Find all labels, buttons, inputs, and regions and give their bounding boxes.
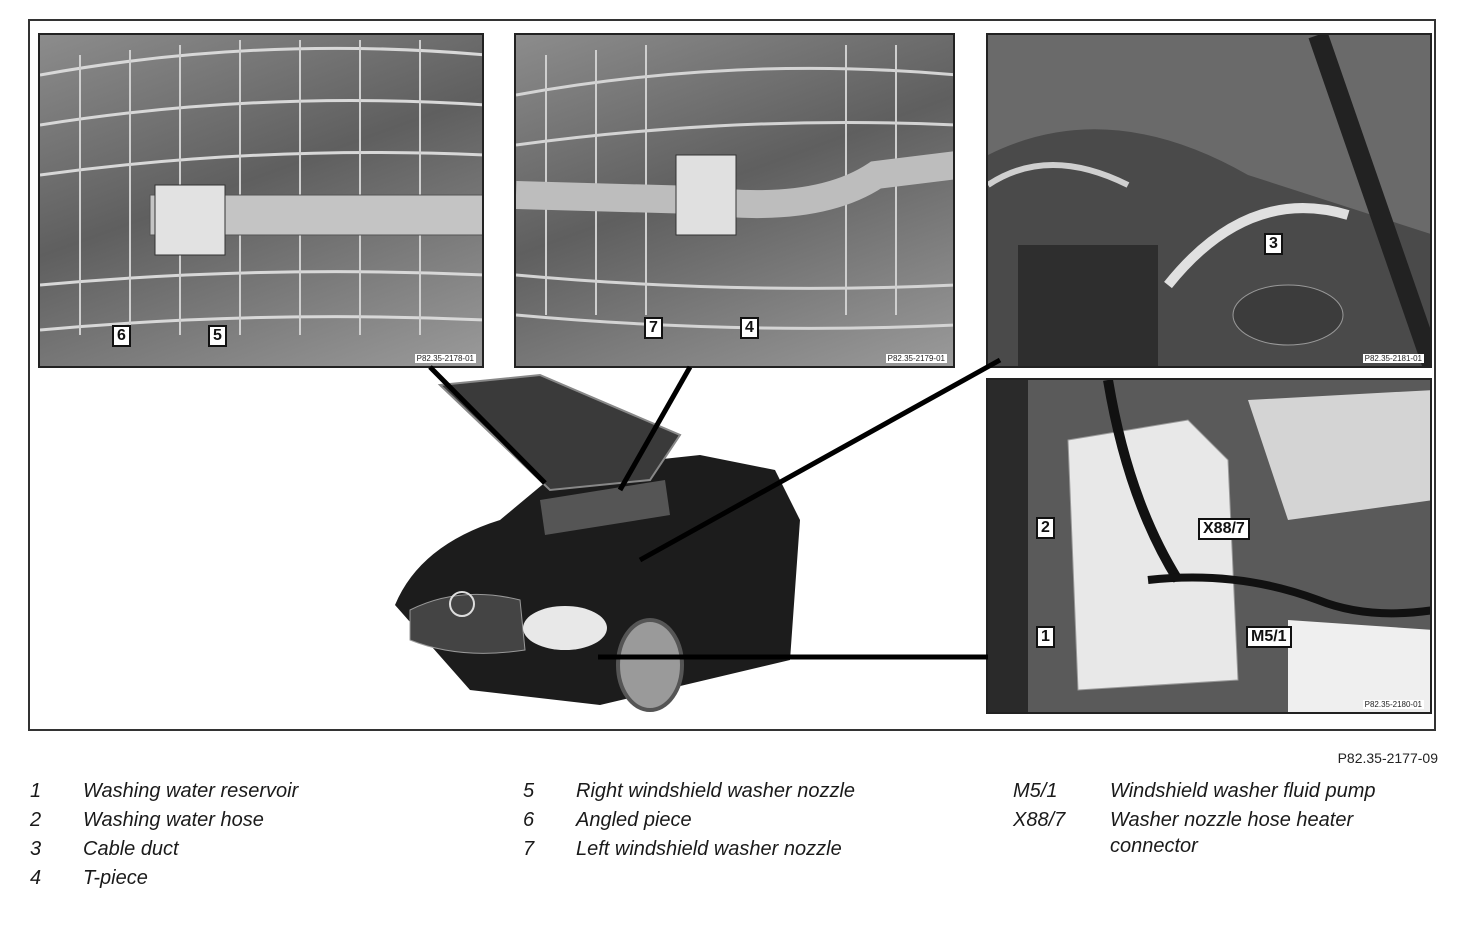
callout-3: 3	[1264, 233, 1283, 255]
photo-id-top-left: P82.35-2178-01	[416, 354, 474, 363]
legend-label: Windshield washer fluid pump	[1110, 780, 1376, 802]
callout-7: 7	[644, 317, 663, 339]
callout-x88-7: X88/7	[1198, 518, 1250, 540]
callout-5: 5	[208, 325, 227, 347]
legend-label: Washing water reservoir	[83, 780, 299, 802]
legend-number: X88/7	[1013, 809, 1066, 831]
legend-number: M5/1	[1013, 780, 1058, 802]
legend-number: 5	[523, 780, 535, 802]
callout-4: 4	[740, 317, 759, 339]
legend-item	[30, 807, 490, 836]
photo-id-top-middle: P82.35-2179-01	[887, 354, 945, 363]
legend-label: Right windshield washer nozzle	[576, 780, 856, 802]
car-illustration	[395, 375, 800, 710]
photo-id-top-right: P82.35-2181-01	[1364, 354, 1422, 363]
legend-item	[30, 836, 490, 865]
legend-item	[523, 778, 983, 807]
legend-label: Washing water hose	[83, 809, 264, 831]
legend-column-2	[523, 778, 983, 865]
legend-number: 3	[30, 838, 42, 860]
legend-label: Washer nozzle hose heater connector	[1110, 809, 1354, 857]
legend-item	[1013, 778, 1433, 807]
legend-item	[30, 778, 490, 807]
legend-item	[30, 865, 490, 894]
callout-1: 1	[1036, 626, 1055, 648]
callout-6: 6	[112, 325, 131, 347]
legend-item	[1013, 807, 1433, 859]
legend-number: 4	[30, 867, 42, 889]
figure-code: P82.35-2177-09	[1337, 750, 1438, 766]
legend-number: 7	[523, 838, 535, 860]
legend-label: T-piece	[83, 867, 148, 889]
legend-column-1	[30, 778, 490, 894]
legend-column-3	[1013, 778, 1433, 859]
photo-id-bottom-right: P82.35-2180-01	[1364, 700, 1422, 709]
callout-m5-1: M5/1	[1246, 626, 1292, 648]
legend-item	[523, 836, 983, 865]
legend-number: 1	[30, 780, 42, 802]
legend-number: 2	[30, 809, 42, 831]
legend-label: Angled piece	[576, 809, 692, 831]
legend-number: 6	[523, 809, 535, 831]
legend-label: Left windshield washer nozzle	[576, 838, 842, 860]
legend-label: Cable duct	[83, 838, 179, 860]
legend-item	[523, 807, 983, 836]
callout-2: 2	[1036, 517, 1055, 539]
